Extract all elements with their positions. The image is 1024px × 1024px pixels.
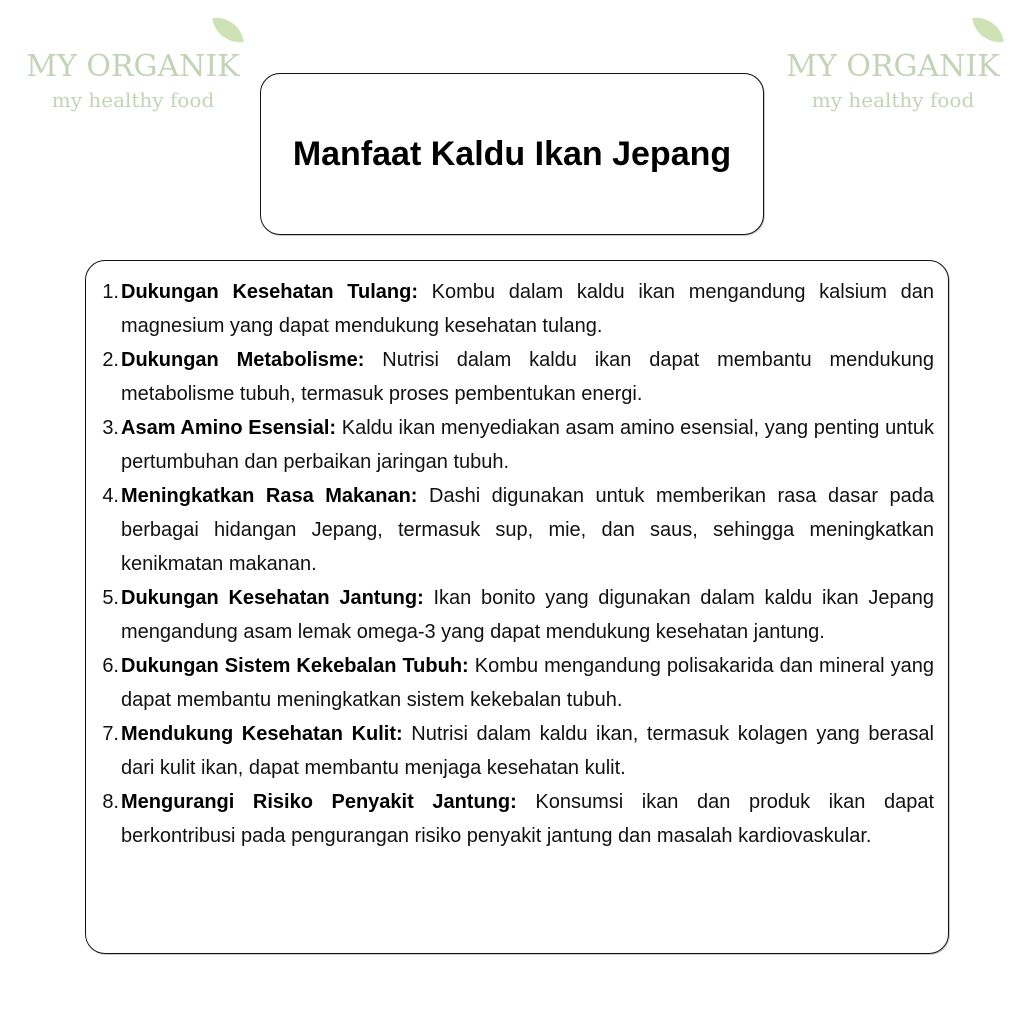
page-title: Manfaat Kaldu Ikan Jepang: [292, 135, 732, 173]
item-number: 8.: [102, 791, 119, 813]
item-description: Nutrisi dalam kaldu ikan, termasuk kolagen yang berasal dari kulit ikan, dapat membantu menjaga kesehatan kulit.: [121, 723, 934, 779]
item-heading: Asam Amino Esensial:: [121, 417, 337, 439]
watermark-brand: MY ORGANIK: [26, 49, 240, 84]
item-number: 5.: [102, 587, 119, 609]
item-description: Kombu mengandung polisakarida dan mineral yang dapat membantu meningkatkan sistem kekebalan tubuh.: [121, 655, 934, 711]
watermark-logo: [778, 48, 1008, 114]
item-description: Konsumsi ikan dan produk ikan dapat berkontribusi pada pengurangan risiko penyakit jantung dan masalah kardiovaskular.: [121, 791, 934, 847]
item-text: [121, 581, 934, 649]
item-text: [121, 411, 934, 479]
item-description: Kombu dalam kaldu ikan mengandung kalsium dan magnesium yang dapat mendukung kesehatan tulang.: [121, 281, 934, 337]
item-number: 3.: [102, 417, 119, 439]
list-item: [94, 649, 934, 717]
watermark-tagline: my healthy food: [811, 88, 975, 112]
item-heading: Meningkatkan Rasa Makanan:: [121, 485, 418, 507]
item-description: Nutrisi dalam kaldu ikan dapat membantu mendukung metabolisme tubuh, termasuk proses pembentukan energi.: [121, 349, 934, 405]
item-text: [121, 785, 934, 853]
item-number: 6.: [102, 655, 119, 677]
list-item: [94, 479, 934, 581]
benefits-box: [85, 260, 949, 954]
leaf-icon: [972, 14, 1004, 46]
item-text: [121, 649, 934, 717]
list-item: [94, 785, 934, 853]
item-heading: Dukungan Metabolisme:: [121, 349, 365, 371]
list-item: [94, 717, 934, 785]
item-heading: Dukungan Kesehatan Jantung:: [121, 587, 424, 609]
item-number: 1.: [102, 281, 119, 303]
item-text: [121, 343, 934, 411]
item-heading: Mendukung Kesehatan Kulit:: [121, 723, 403, 745]
item-number: 4.: [102, 485, 119, 507]
item-heading: Mengurangi Risiko Penyakit Jantung:: [121, 791, 517, 813]
watermark-brand: MY ORGANIK: [786, 49, 1000, 84]
list-item: [94, 343, 934, 411]
watermark-tagline: my healthy food: [51, 88, 215, 112]
item-description: Kaldu ikan menyediakan asam amino esensial, yang penting untuk pertumbuhan dan perbaikan jaringan tubuh.: [121, 417, 934, 473]
item-description: Dashi digunakan untuk memberikan rasa dasar pada berbagai hidangan Jepang, termasuk sup, mie, dan saus, sehingga meningkatkan kenikmatan makanan.: [121, 485, 935, 575]
list-item: [94, 581, 934, 649]
item-number: 7.: [102, 723, 119, 745]
item-heading: Dukungan Kesehatan Tulang:: [121, 281, 418, 303]
item-number: 2.: [102, 349, 119, 371]
benefits-list: [94, 275, 934, 853]
item-text: [121, 479, 934, 581]
watermark-logo: [18, 48, 248, 114]
item-description: Ikan bonito yang digunakan dalam kaldu ikan Jepang mengandung asam lemak omega-3 yang dapat mendukung kesehatan jantung.: [121, 587, 934, 643]
item-heading: Dukungan Sistem Kekebalan Tubuh:: [121, 655, 469, 677]
list-item: [94, 411, 934, 479]
list-item: [94, 275, 934, 343]
title-box: [260, 73, 764, 235]
item-text: [121, 717, 934, 785]
item-text: [121, 275, 934, 343]
leaf-icon: [212, 14, 244, 46]
